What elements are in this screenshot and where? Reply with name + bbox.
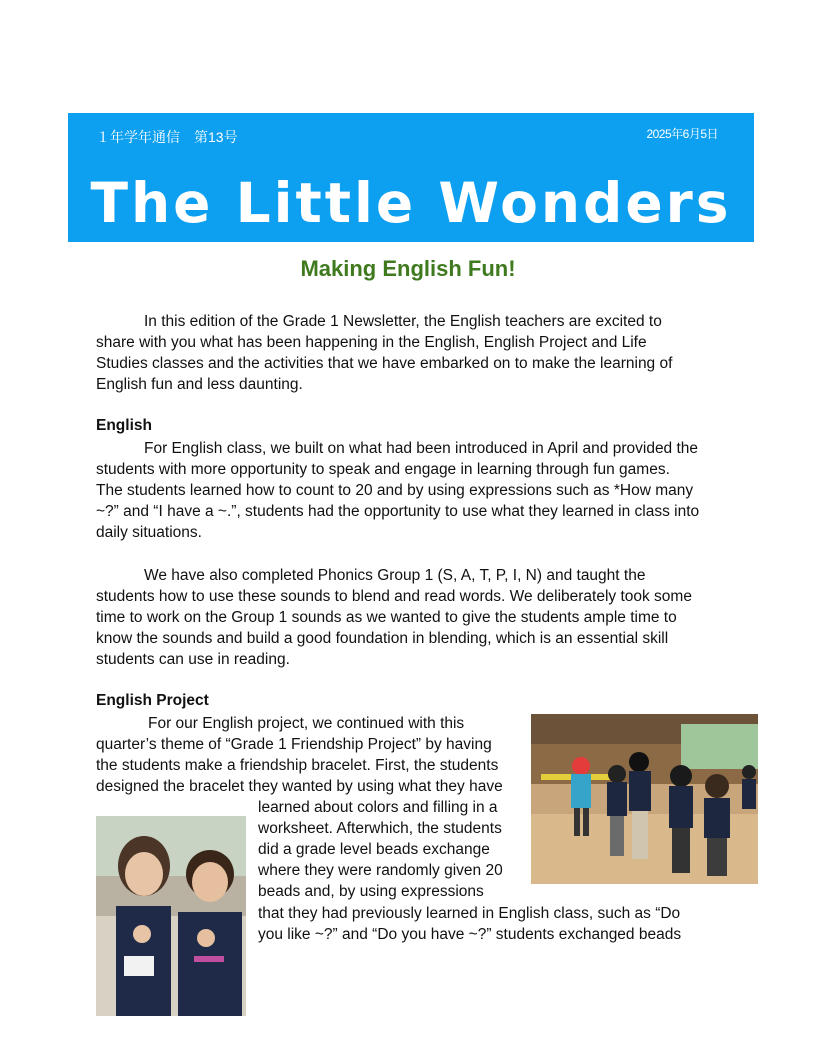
intro-line-4: English fun and less daunting.: [96, 376, 303, 393]
english-p2-line: students how to use these sounds to blend and read words. We deliberately took some: [96, 588, 692, 605]
project-line: worksheet. Afterwhich, the students: [258, 820, 502, 837]
english-p1-line: For English class, we built on what had been introduced in April and provided the: [144, 440, 699, 457]
english-p1-line: The students learned how to count to 20 and by using expressions such as *How many: [96, 482, 694, 499]
issue-label: １年学年通信 第13号: [96, 129, 238, 145]
section-heading-english: English: [96, 417, 152, 434]
intro-line-2: share with you what has been happening in the English, English Project and Life: [96, 334, 647, 351]
project-line: where they were randomly given 20: [258, 862, 503, 879]
project-line: learned about colors and filling in a: [258, 799, 498, 816]
project-line: that they had previously learned in English class, such as “Do: [258, 905, 681, 922]
intro-line-3: Studies classes and the activities that we have embarked on to make the learning of: [96, 355, 673, 372]
project-line: did a grade level beads exchange: [258, 841, 490, 858]
english-p2-line: time to work on the Group 1 sounds as we wanted to give the students ample time to: [96, 609, 677, 626]
project-line: designed the bracelet they wanted by using what they have: [96, 778, 503, 795]
project-line: beads and, by using expressions: [258, 883, 484, 900]
bracelet-students-photo: [96, 816, 246, 1016]
project-line: you like ~?” and “Do you have ~?” students exchanged beads: [258, 926, 682, 943]
english-p1-line: daily situations.: [96, 524, 202, 541]
intro-line-1: In this edition of the Grade 1 Newsletter, the English teachers are excited to: [144, 313, 662, 330]
article-headline: Making English Fun!: [300, 256, 516, 281]
newsletter-title: The Little Wonders: [90, 171, 732, 235]
english-p2-line: know the sounds and build a good foundation in blending, which is an essential skill: [96, 630, 669, 647]
students-exchange-photo: [531, 714, 758, 884]
english-p2-line: We have also completed Phonics Group 1 (S, A, T, P, I, N) and taught the: [144, 567, 646, 584]
project-line: For our English project, we continued with this: [148, 715, 465, 732]
section-heading-english-project: English Project: [96, 692, 209, 709]
issue-date: 2025年6月5日: [646, 127, 718, 141]
english-p1-line: ~?” and “I have a ~.”, students had the opportunity to use what they learned in class into: [96, 503, 700, 520]
project-line: the students make a friendship bracelet. First, the students: [96, 757, 499, 774]
masthead-banner: [68, 113, 754, 242]
english-p2-line: students can use in reading.: [96, 651, 290, 668]
english-p1-line: students with more opportunity to speak and engage in learning through fun games.: [96, 461, 670, 478]
project-line: quarter’s theme of “Grade 1 Friendship Project” by having: [96, 736, 492, 753]
